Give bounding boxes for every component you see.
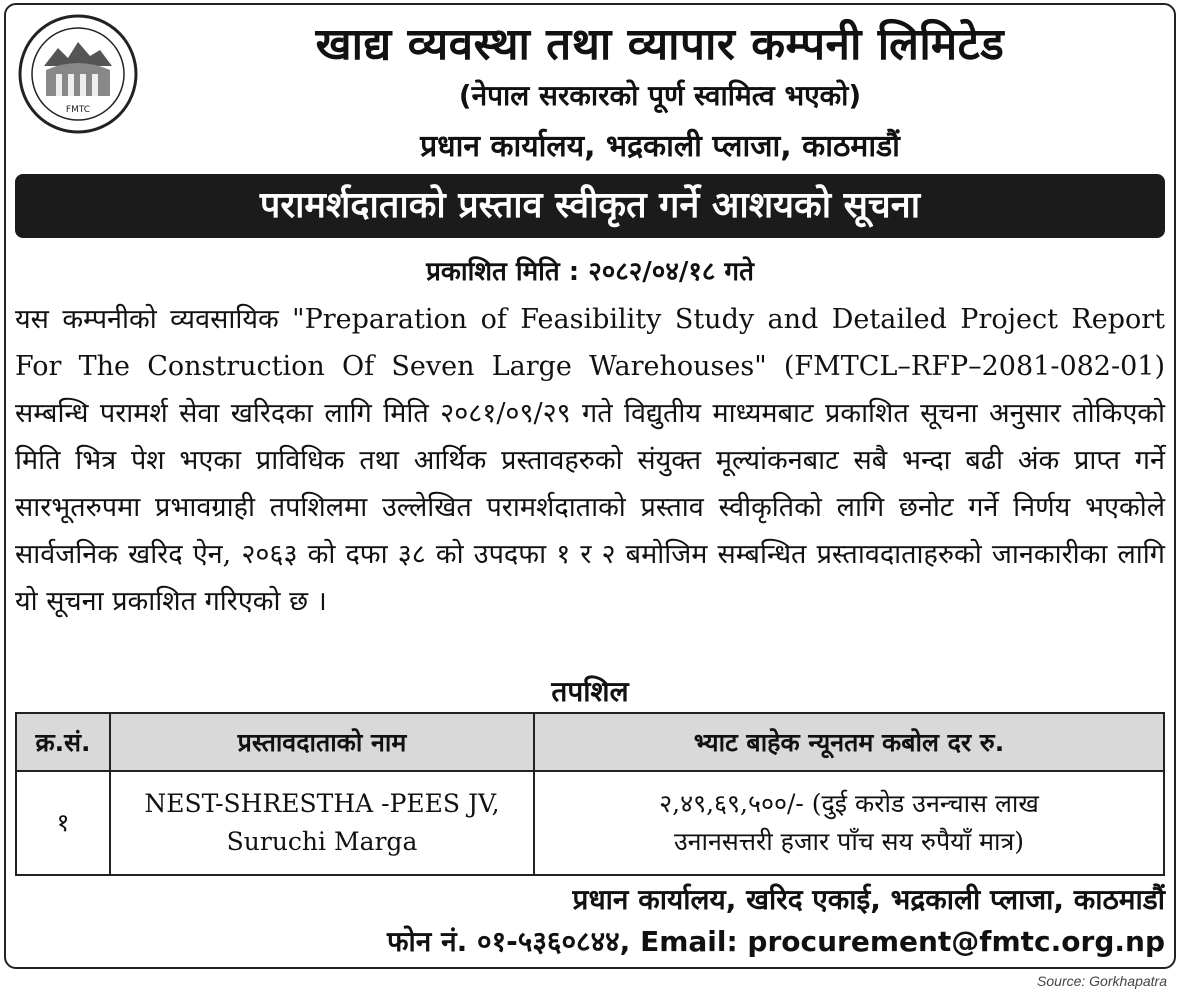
schedule-heading: तपशिल [551, 675, 629, 708]
published-date: प्रकाशित मिति : २०८२/०४/१८ गते [426, 257, 754, 287]
notice-title-banner: परामर्शदाताको प्रस्ताव स्वीकृत गर्ने आशयको सूचना [15, 174, 1165, 238]
procurement-unit-address: प्रधान कार्यालय, खरिद एकाई, भद्रकाली प्लाजा, काठमाडौं [572, 883, 1165, 916]
bidder-address-line: Suruchi Marga [226, 827, 418, 856]
bidder-table [15, 712, 1165, 876]
bid-amount-line-1: २,४९,६९,५००/- (दुई करोड उनन्चास लाख [659, 789, 1039, 818]
svg-text:FMTC: FMTC [65, 105, 91, 115]
bidder-name-line: NEST-SHRESTHA -PEES JV, [144, 789, 500, 818]
cell-serial-number: १ [16, 771, 110, 875]
company-logo-icon [16, 12, 140, 136]
notice-body: यस कम्पनीको व्यवसायिक "Preparation of Feasibility Study and Detailed Project Report For The Construction Of Seven Large Warehouses" (FMTCL–RFP–2081-082-01) सम्बन्धि परामर्श सेवा खरिदका लागि मिति २०८१/०९/२९ गते विद्युतीय माध्यमबाट प्रकाशित सूचना अनुसार तोकिएको मिति भित्र पेश भएका प्राविधिक तथा आर्थिक प्रस्तावहरुको संयुक्त मूल्यांकनबाट सबै भन्दा बढी अंक प्राप्त गर्ने सारभूतरुपमा प्रभावग्राही तपशिलमा उल्लेखित परामर्शदाताको प्रस्ताव स्वीकृतिको लागि छनोट गर्ने निर्णय भएकोले सार्वजनिक खरिद ऐन, २०६३ को दफा ३८ को उपदफा १ र २ बमोजिम सम्बन्धित प्रस्तावदाताहरुको जानकारीका लागि यो सूचना प्रकाशित गरिएको छ । [15, 304, 1165, 617]
cell-bid-amount [534, 771, 1164, 875]
contact-info: फोन नं. ०१-५३६०८४४, Email: procurement@fmtc.org.np [386, 925, 1165, 958]
table-row [16, 771, 1164, 875]
head-office-address: प्रधान कार्यालय, भद्रकाली प्लाजा, काठमाडौं [420, 129, 900, 164]
header-bidder-name: प्रस्तावदाताको नाम [110, 713, 534, 771]
bid-amount-line-2: उनानसत्तरी हजार पाँच सय रुपैयाँ मात्र) [673, 827, 1025, 856]
table-header-row [16, 713, 1164, 771]
company-name: खाद्य व्यवस्था तथा व्यापार कम्पनी लिमिटेड [315, 19, 1005, 70]
header-serial-number: क्र.सं. [16, 713, 110, 771]
header-bid-amount: भ्याट बाहेक न्यूनतम कबोल दर रु. [534, 713, 1164, 771]
ownership-note: (नेपाल सरकारको पूर्ण स्वामित्व भएको) [458, 79, 862, 112]
source-credit: Source: Gorkhapatra [1037, 973, 1167, 989]
cell-bidder-name [110, 771, 534, 875]
